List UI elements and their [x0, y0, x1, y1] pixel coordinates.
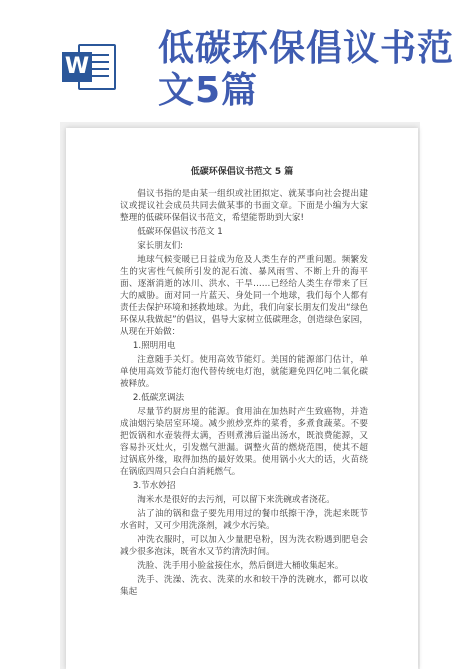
header-banner — [0, 0, 474, 120]
page-title-line-2: 文5篇 — [158, 70, 259, 111]
item-heading-1: 1.照明用电 — [132, 341, 176, 351]
document-body — [120, 188, 368, 600]
page-title-line-1: 低碳环保倡议书范 — [158, 28, 455, 69]
item-text-2: 尽量节约厨房里的能源。食用油在加热时产生致癌物，并造成油烟污染居室环境。减少煎炒烹炸的菜肴，多煮食蔬菜。不要把饭锅和水壶装得太满，否则煮沸后溢出汤水，既浪费能源，又容易扑灭灶火，引发燃气泄漏。调整火苗的燃烧范围，使其不超过锅底外缘，取得加热的最好效果。使用锅小火大的话，火苗绕在锅底四周只会白白消耗燃气。 — [120, 407, 368, 477]
document-title: 低碳环保倡议书范文 5 篇 — [190, 167, 294, 177]
item-text-1: 注意随手关灯。使用高效节能灯。美国的能源部门估计，单单使用高效节能灯泡代替传统电灯泡，就能避免四亿吨二氧化碳被释放。 — [120, 355, 368, 389]
item-text-3d: 洗脸、洗手用小脸盆接住水，然后倒进大桶收集起来。 — [137, 561, 344, 571]
section-title: 低碳环保倡议书范文 1 — [137, 227, 223, 237]
item-text-3c: 冲洗衣服时，可以加入少量肥皂粉，因为洗衣粉遇到肥皂会减少很多泡沫，既省水又节约清洗时间。 — [120, 535, 368, 557]
paragraph-1: 地球气候变暖已日益成为危及人类生存的严重问题。频繁发生的灾害性气候所引发的泥石流、暴风雨雪、不断上升的海平面、逐渐消逝的冰川、洪水、干旱……已经给人类生存带来了巨大的威胁。面对同一片蓝天、身处同一个地球，我们每个人都有责任去保护环境和拯救地球。为此，我们向家长朋友们发出“绿色环保从我做起”的倡议，倡导大家树立低碳理念，创造绿色家园，从现在开始做： — [120, 255, 368, 337]
intro-paragraph: 倡议书指的是由某一组织或社团拟定、就某事向社会提出建议或提议社会成员共同去做某事的书面文章。下面是小编为大家整理的低碳环保倡议书范文，希望能帮助到大家! — [120, 189, 368, 223]
page-title — [158, 28, 458, 112]
item-text-3e: 洗手、洗澡、洗衣、洗菜的水和较干净的洗碗水，都可以收集起 — [120, 575, 368, 597]
greeting: 家长朋友们: — [137, 241, 184, 251]
item-heading-2: 2.低碳烹调法 — [132, 393, 185, 403]
word-logo-tile: W — [62, 52, 92, 82]
document-page — [66, 128, 418, 669]
item-text-3a: 淘米水是很好的去污剂，可以留下来洗碗或者浇花。 — [137, 495, 335, 505]
word-document-icon — [62, 40, 118, 94]
item-heading-3: 3.节水妙招 — [132, 481, 176, 491]
item-text-3b: 沾了油的锅和盘子要先用用过的餐巾纸擦干净，洗起来既节水省时，又可少用洗涤剂，减少水污染。 — [120, 509, 368, 531]
